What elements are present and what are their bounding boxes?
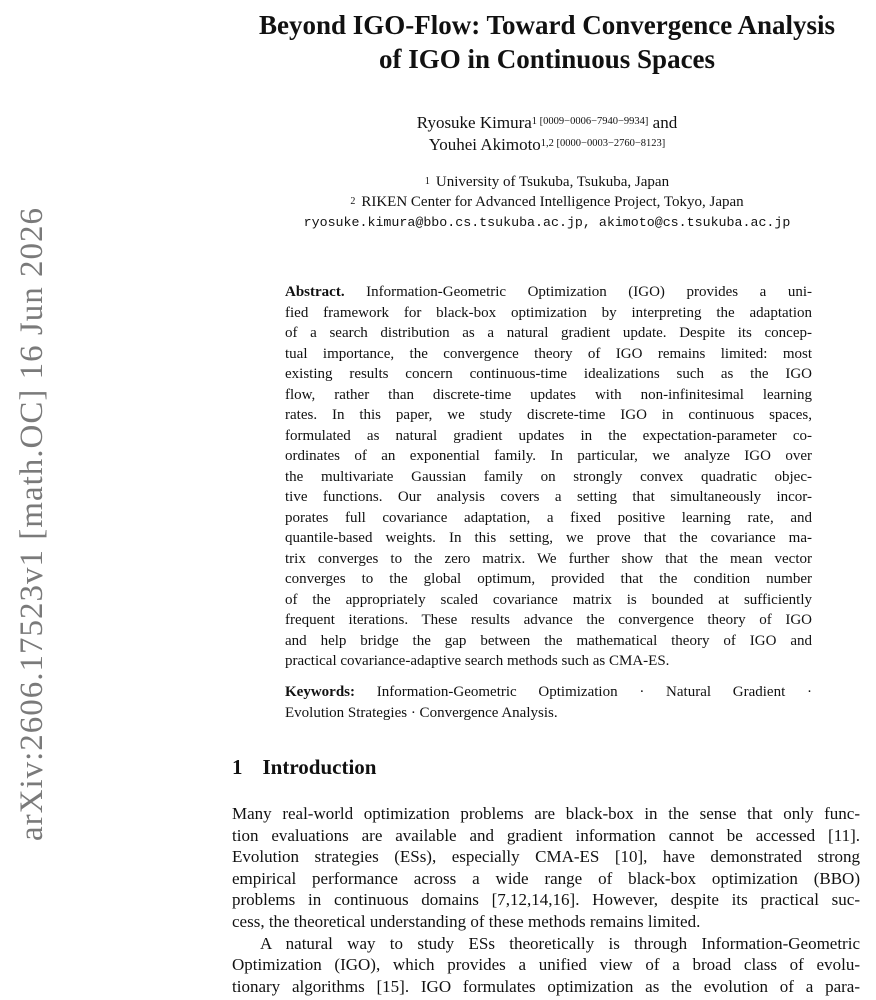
body-line: empirical performance across a wide range of black-box optimization (BBO) xyxy=(232,868,860,888)
affiliations xyxy=(222,172,872,233)
body-line: Evolution strategies (ESs), especially CMA-ES [10], have demonstrated strong xyxy=(232,847,860,867)
author-line xyxy=(222,134,872,156)
author-line xyxy=(222,112,872,134)
abstract-line: porates full covariance adaptation, a fixed positive learning rate, and xyxy=(285,509,812,526)
section-number: 1 xyxy=(232,755,243,779)
paper-title xyxy=(222,8,872,76)
section-title: Introduction xyxy=(262,755,377,779)
keywords-label: Keywords: xyxy=(285,684,355,700)
abstract-line: formulated as natural gradient updates in the expectation-parameter co- xyxy=(285,427,812,444)
abstract-line: Abstract. Information-Geometric Optimization (IGO) provides a uni- xyxy=(285,284,812,300)
author-list xyxy=(222,112,872,156)
body-line: tionary algorithms [15]. IGO formulates optimization as the evolution of a para- xyxy=(232,976,860,996)
title-line: Beyond IGO-Flow: Toward Convergence Analysis xyxy=(258,10,836,40)
section-heading xyxy=(232,755,376,780)
body-line: tion evaluations are available and gradient information cannot be accessed [11]. xyxy=(232,825,860,845)
introduction-body xyxy=(232,803,860,997)
author-orcid: 1 [0009−0006−7940−9934] xyxy=(531,116,649,127)
abstract-line: existing results concern continuous-time idealizations such as the IGO xyxy=(285,366,812,382)
author-conjunction: and xyxy=(648,113,678,132)
abstract-line: tual importance, the convergence theory of IGO remains limited: most xyxy=(285,345,812,362)
abstract-line: fied framework for black-box optimization by interpreting the adaptation xyxy=(285,304,812,321)
affiliation-mark: 1 xyxy=(424,176,430,187)
keywords xyxy=(285,682,812,723)
abstract-line: ordinates of an exponential family. In particular, we analyze IGO over xyxy=(285,448,812,464)
author-orcid: 1,2 [0000−0003−2760−8123] xyxy=(540,138,666,149)
abstract-line: practical covariance-adaptive search methods such as CMA-ES. xyxy=(285,653,670,669)
body-line: problems in continuous domains [7,12,14,16]. However, despite its practical suc- xyxy=(232,890,860,910)
keywords-line: Evolution Strategies · Convergence Analysis. xyxy=(285,704,558,721)
keywords-line: Keywords: Information-Geometric Optimization · Natural Gradient · xyxy=(285,684,812,700)
abstract-line: quantile-based weights. In this setting, we prove that the covariance ma- xyxy=(285,530,812,546)
abstract-line: converges to the global optimum, provided that the condition number xyxy=(285,571,812,587)
abstract-line: of the appropriately scaled covariance matrix is bounded at sufficiently xyxy=(285,591,812,608)
affiliation-mark: 2 xyxy=(350,196,356,207)
arxiv-sidebar xyxy=(0,0,64,1000)
affiliation-text: RIKEN Center for Advanced Intelligence Project, Tokyo, Japan xyxy=(361,194,744,210)
arxiv-identifier: arXiv:2606.17523v1 [math.OC] 16 Jun 2026 xyxy=(14,207,50,841)
affiliation-line xyxy=(222,172,872,192)
abstract-line: flow, rather than discrete-time updates with non-infinitesimal learning xyxy=(285,386,812,403)
abstract-line: trix converges to the zero matrix. We further show that the mean vector xyxy=(285,550,812,567)
abstract-line: of a search distribution as a natural gradient update. Despite its concep- xyxy=(285,325,812,341)
author-emails: ryosuke.kimura@bbo.cs.tsukuba.ac.jp, akimoto@cs.tsukuba.ac.jp xyxy=(303,215,791,230)
author-name: Youhei Akimoto xyxy=(428,135,541,154)
author-name: Ryosuke Kimura xyxy=(416,113,532,132)
body-line: A natural way to study ESs theoretically is through Information-Geometric xyxy=(260,933,860,953)
abstract-line: the multivariate Gaussian family on strongly convex quadratic objec- xyxy=(285,468,812,485)
abstract-line: frequent iterations. These results advance the convergence theory of IGO xyxy=(285,612,812,628)
body-line: Many real-world optimization problems are black-box in the sense that only func- xyxy=(232,804,860,823)
body-line: cess, the theoretical understanding of these methods remains limited. xyxy=(232,911,701,931)
abstract-line: rates. In this paper, we study discrete-time IGO in continuous spaces, xyxy=(285,407,812,423)
abstract-label: Abstract. xyxy=(285,284,345,300)
title-line: of IGO in Continuous Spaces xyxy=(378,44,716,74)
abstract-line: and help bridge the gap between the mathematical theory of IGO and xyxy=(285,632,812,649)
body-line: Optimization (IGO), which provides a unified view of a broad class of evolu- xyxy=(232,955,860,975)
affiliation-line xyxy=(222,192,872,212)
abstract xyxy=(285,282,812,672)
affiliation-text: University of Tsukuba, Tsukuba, Japan xyxy=(435,174,670,190)
abstract-line: tive functions. Our analysis covers a setting that simultaneously incor- xyxy=(285,489,812,505)
